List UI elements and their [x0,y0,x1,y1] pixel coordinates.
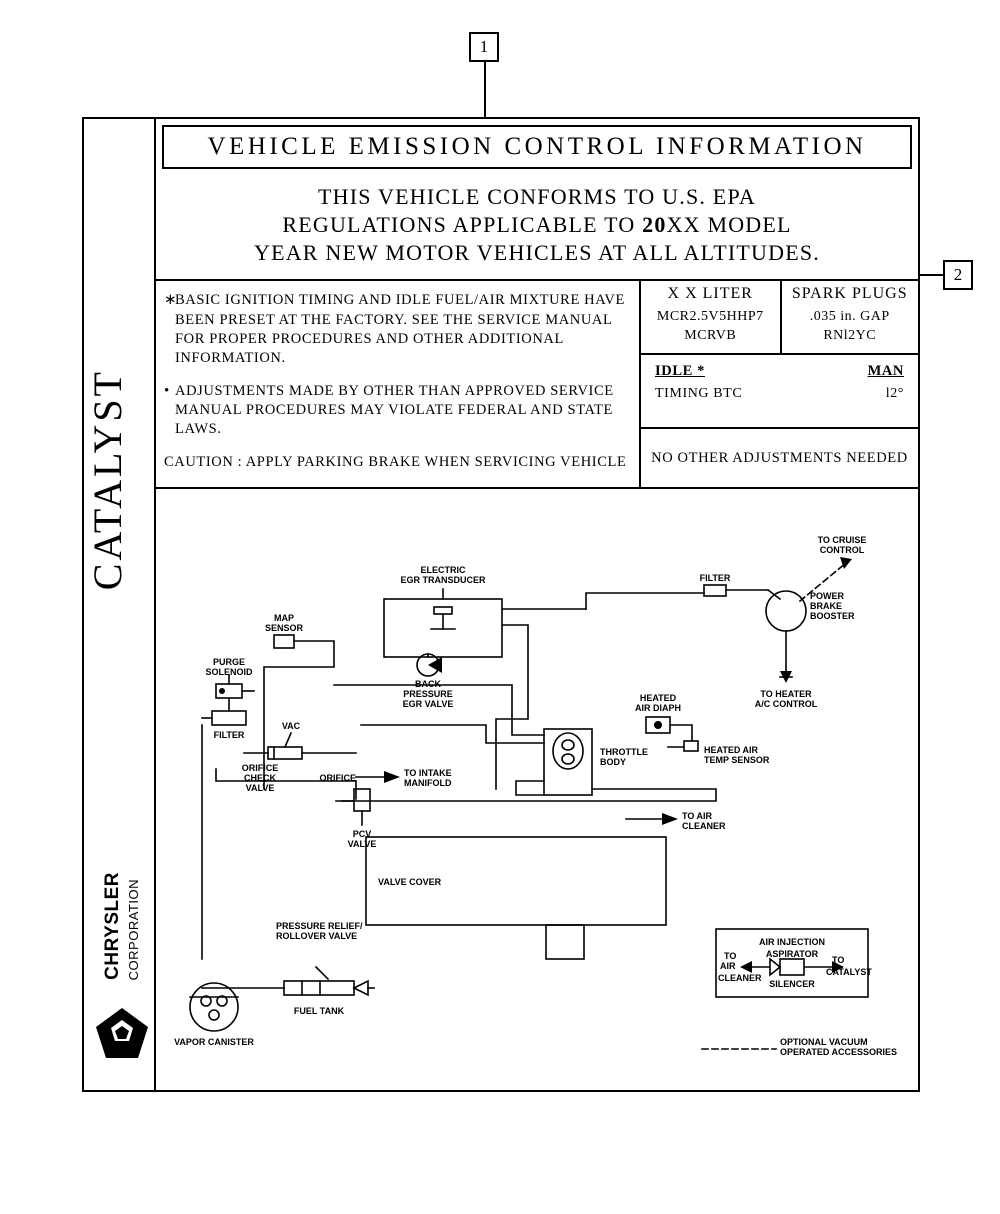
info-section [156,281,918,489]
valve-cover-stub [546,925,584,959]
heated-air-temp-label-line-1: HEATED AIR [704,745,758,756]
spark-plugs-header: SPARK PLUGS [791,285,908,303]
filter-left-label: FILTER [213,730,245,741]
spark-plug-spec-cell [780,281,919,353]
egr-transducer-port [434,607,452,614]
pcv-label-line-2: VALVE [347,839,377,850]
purge-solenoid-label-line-2: SOLENOID [205,667,253,678]
spark-plug-gap: .035 in. GAP [809,309,890,325]
back-pressure-label-line-2: PRESSURE [403,689,453,700]
pressure-relief-valve-icon [354,981,368,995]
to-catalyst-label-line-2: CATALYST [826,967,872,978]
fuel-tank-label: FUEL TANK [293,1006,345,1017]
timing-btc-value: l2° [885,386,904,402]
idle-header: IDLE * [655,363,705,380]
chrysler-text: CHRYSLER [102,872,123,980]
pressure-relief-label-line-2: ROLLOVER VALVE [276,931,358,942]
silencer-label: SILENCER [769,979,815,990]
to-intake-label-line-2: MANIFOLD [404,778,452,789]
to-air-cleaner-label-line-2: CLEANER [682,821,726,832]
conformance-line-2-post: XX MODEL [666,212,792,238]
no-other-adjustments-text: NO OTHER ADJUSTMENTS NEEDED [651,449,908,466]
conformance-statement [156,169,918,281]
engine-family-line-1: MCR2.5V5HHP7 [656,309,764,325]
pressure-relief-label-line-1: PRESSURE RELIEF/ [276,921,363,932]
to-air-cleaner2-label-line-3: CLEANER [718,973,762,984]
aspirator-label: ASPIRATOR [765,949,819,960]
power-brake-label-line-3: BOOSTER [810,611,855,622]
air-injection-left-arrow-icon [740,961,752,973]
back-pressure-label-line-1: BACK [415,679,441,690]
bullet-glyph-icon: ∗ [164,292,178,309]
caution-text: CAUTION : APPLY PARKING BRAKE WHEN SERVICING VEHICLE [164,454,627,471]
to-air-cleaner2-label-line-2: AIR [720,961,736,972]
orifice-label: ORIFICE [319,773,356,784]
aspirator-icon [770,959,780,975]
power-brake-label-line-1: POWER [810,591,845,602]
to-catalyst-label-line-1: TO [832,955,845,966]
vacuum-routing-svg [156,489,920,1095]
idle-timing-headers [655,363,904,380]
to-intake-label-line-1: TO INTAKE [404,768,452,779]
conformance-line-3: YEAR NEW MOTOR VEHICLES AT ALL ALTITUDES. [253,240,821,266]
pentastar-logo-icon [96,1008,148,1068]
map-sensor-icon [274,635,294,648]
map-sensor-label-line-2: SENSOR [264,623,304,634]
callout-marker-2 [943,260,973,290]
spark-plug-part: RNl2YC [823,328,877,344]
power-brake-booster-icon [766,591,806,631]
man-header: MAN [867,363,904,380]
pcv-label-line-1: PCV [352,829,372,840]
fuel-tank-icon [284,981,354,995]
note-bullet-2 [164,382,631,439]
callout-2-label: 2 [953,265,963,284]
to-cruise-label-line-1: TO CRUISE [817,535,867,546]
note-bullet-1 [164,291,631,368]
legend-label-line-1: OPTIONAL VACUUM [780,1037,868,1048]
back-pressure-label-line-3: EGR VALVE [402,699,454,710]
callout-1-leader-line [484,62,486,117]
spec-column [641,281,918,487]
callout-marker-1 [469,32,499,62]
timing-btc-label: TIMING BTC [655,386,743,402]
vac-label: VAC [281,721,301,732]
label-side-strip [84,119,156,1090]
silencer-icon [780,959,804,975]
orifice-check-valve-icon [268,747,302,759]
notes-column [156,281,641,487]
electric-egr-label-line-2: EGR TRANSDUCER [400,575,486,586]
orifice-check-label-line-3: VALVE [245,783,275,794]
note-2-text: ADJUSTMENTS MADE BY OTHER THAN APPROVED SERVICE MANUAL PROCEDURES MAY VIOLATE FEDERAL AND STATE LAWS. [175,382,614,438]
callout-2-leader-line [919,274,943,276]
heated-air-temp-sensor-icon [684,741,698,751]
filter-top-icon [704,585,726,596]
throttle-body-label-line-1: THROTTLE [600,747,648,758]
engine-spec-header: X X LITER [667,285,753,303]
electric-egr-label-line-1: ELECTRIC [420,565,466,576]
to-air-cleaner2-label-line-1: TO [724,951,737,962]
filter-top-label: FILTER [699,573,731,584]
engine-spec-cell [641,281,780,353]
legend-label-line-2: OPERATED ACCESSORIES [780,1047,898,1058]
heated-air-diaph-label-line-1: HEATED [639,693,677,704]
callout-1-label: 1 [479,37,489,56]
label-content [156,119,918,1090]
orifice-check-label-line-2: CHECK [243,773,277,784]
to-cruise-label-line-2: CONTROL [819,545,865,556]
conformance-line-2 [156,211,918,239]
air-injection-label: AIR INJECTION [758,937,826,948]
to-heater-label-line-1: TO HEATER [760,689,812,700]
purge-solenoid-label-line-1: PURGE [212,657,246,668]
filter-left-icon [212,711,246,725]
valve-cover-label: VALVE COVER [378,877,442,888]
vapor-canister-icon [190,983,238,1031]
vacuum-routing-diagram [156,489,918,1097]
map-sensor-label-line-1: MAP [274,613,294,624]
chrysler-brand-block [88,840,152,1080]
intake-manifold-arrow-icon [384,771,400,783]
vapor-canister-label: VAPOR CANISTER [174,1037,254,1048]
to-air-cleaner-arrow-icon [662,813,678,825]
heated-air-temp-label-line-2: TEMP SENSOR [704,755,770,766]
conformance-line-2-pre: REGULATIONS APPLICABLE TO [282,212,643,238]
throttle-body-label-line-2: BODY [600,757,627,768]
chrysler-corporation-text: CORPORATION [126,878,141,980]
bullet-dot-icon: • [164,382,170,399]
conformance-line-1: THIS VEHICLE CONFORMS TO U.S. EPA [318,184,756,209]
spec-row [641,281,918,355]
to-heater-label-line-2: A/C CONTROL [754,699,818,710]
label-title-band [162,125,912,169]
engine-family-line-2: MCRVB [684,328,737,344]
model-year-prefix: 20 [642,212,667,238]
throttle-body-icon [544,729,592,795]
heated-air-diaph-label-line-2: AIR DIAPH [634,703,682,714]
orifice-check-label-line-1: ORIFICE [241,763,279,774]
power-brake-label-line-2: BRAKE [810,601,843,612]
note-1-text: BASIC IGNITION TIMING AND IDLE FUEL/AIR MIXTURE HAVE BEEN PRESET AT THE FACTORY. SEE THE SERVICE MANUAL FOR PROPER PROCEDURES AND OTHER ADDITIONAL INFORMATION. [175,292,625,366]
to-air-cleaner-label-line-1: TO AIR [682,811,713,822]
catalyst-text: CATALYST [85,369,130,591]
emission-control-label [82,117,920,1092]
idle-timing-values [655,386,904,402]
label-title: VEHICLE EMISSION CONTROL INFORMATION [207,133,867,160]
idle-timing-row [641,355,918,429]
